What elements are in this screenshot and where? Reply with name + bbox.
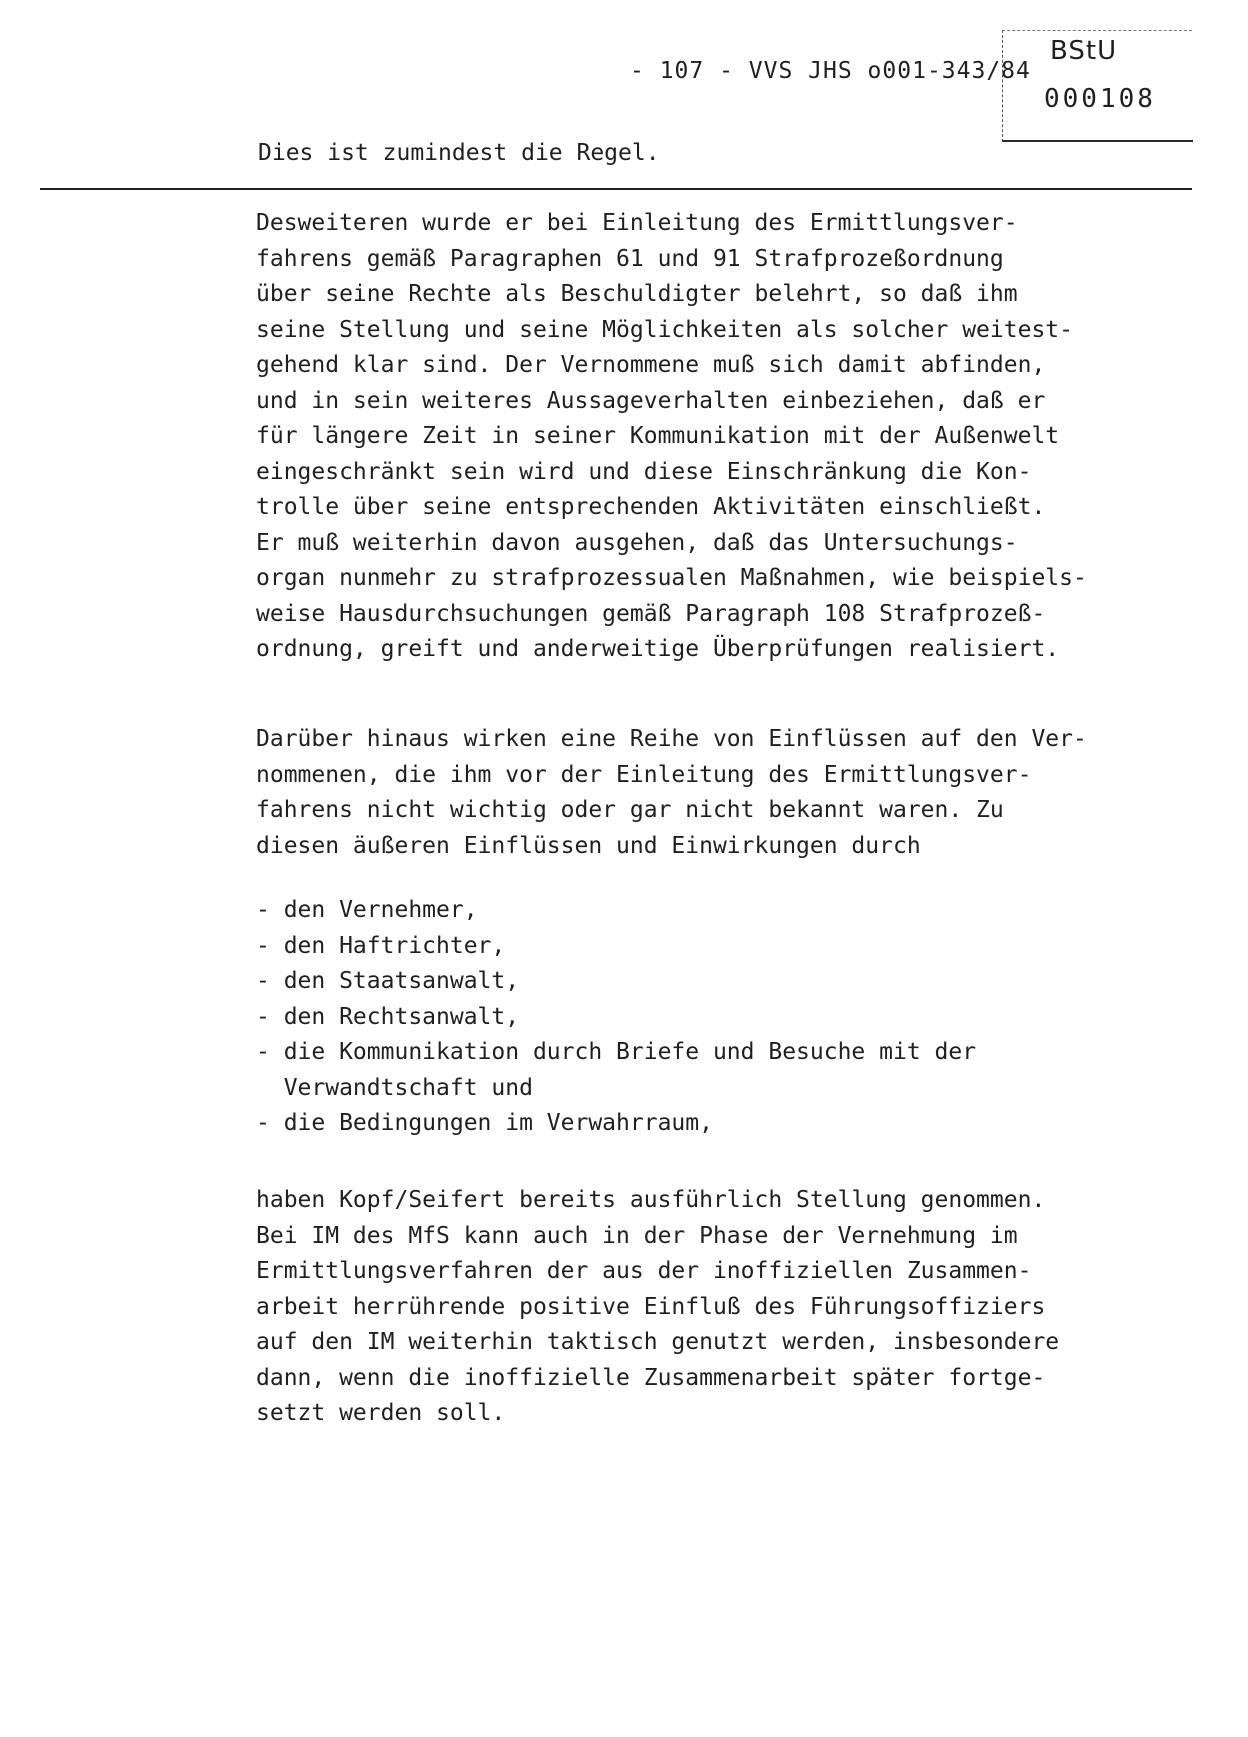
list-item: - den Rechtsanwalt, [256,1003,520,1030]
paragraph-2: Darüber hinaus wirken eine Reihe von Einflüssen auf den Ver- nommenen, die ihm vor der Einleitung des Ermittlungsver- fahrens nicht wichtig oder gar nicht bekannt waren. Zu diesen äußeren Einflüssen und Einwirkungen durch [256,726,1087,859]
stamp-title: BStU [1050,36,1118,66]
paragraph-1: Desweiteren wurde er bei Einleitung des Ermittlungsver- fahrens gemäß Paragraphen 61 und 91 Strafprozeßordnung über seine Rechte als Beschuldigter belehrt, so daß ihm seine Stellung und seine Möglichkeiten als solcher weitest- gehend klar sind. Der Vernommene muß sich damit abfinden, und in sein weiteres Aussageverhalten einbeziehen, daß er für längere Zeit in seiner Kommunikation mit der Außenwelt eingeschränkt sein wird und diese Einschränkung die Kon- trolle über seine entsprechenden Aktivitäten einschließt. Er muß weiterhin davon ausgehen, daß das Untersuchungs- organ nunmehr zu strafprozessualen Maßnahmen, wie beispiels- weise Hausdurchsuchungen gemäß Paragraph 108 Strafprozeß- ordnung, greift und anderweitige Überprüfungen realisiert. [256,210,1087,662]
list-item: - die Bedingungen im Verwahrraum, [256,1110,713,1136]
stamp-number: 000108 [1044,84,1156,114]
list-item: - den Vernehmer, [256,897,478,923]
list-item: - den Staatsanwalt, [256,968,520,994]
separator-rule [40,188,1192,190]
list-item: - die Kommunikation durch Briefe und Besuche mit der Verwandtschaft und [256,1039,977,1101]
page-reference: - 107 - VVS JHS o001-343/84 [630,58,1031,84]
list-item: - den Haftrichter, [256,932,506,959]
paragraph-3: haben Kopf/Seifert bereits ausführlich Stellung genommen. Bei IM des MfS kann auch in der Phase der Vernehmung im Ermittlungsverfahren der aus der inoffiziellen Zusammen- arbeit herrührende positive Einfluß des Führungsoffiziers auf den IM weiterhin taktisch genutzt werden, insbesondere dann, wenn die inoffizielle Zusammenarbeit später fortge- setzt werden soll. [256,1187,1060,1426]
intro-line: Dies ist zumindest die Regel. [258,140,660,166]
influence-list [256,893,1156,1142]
